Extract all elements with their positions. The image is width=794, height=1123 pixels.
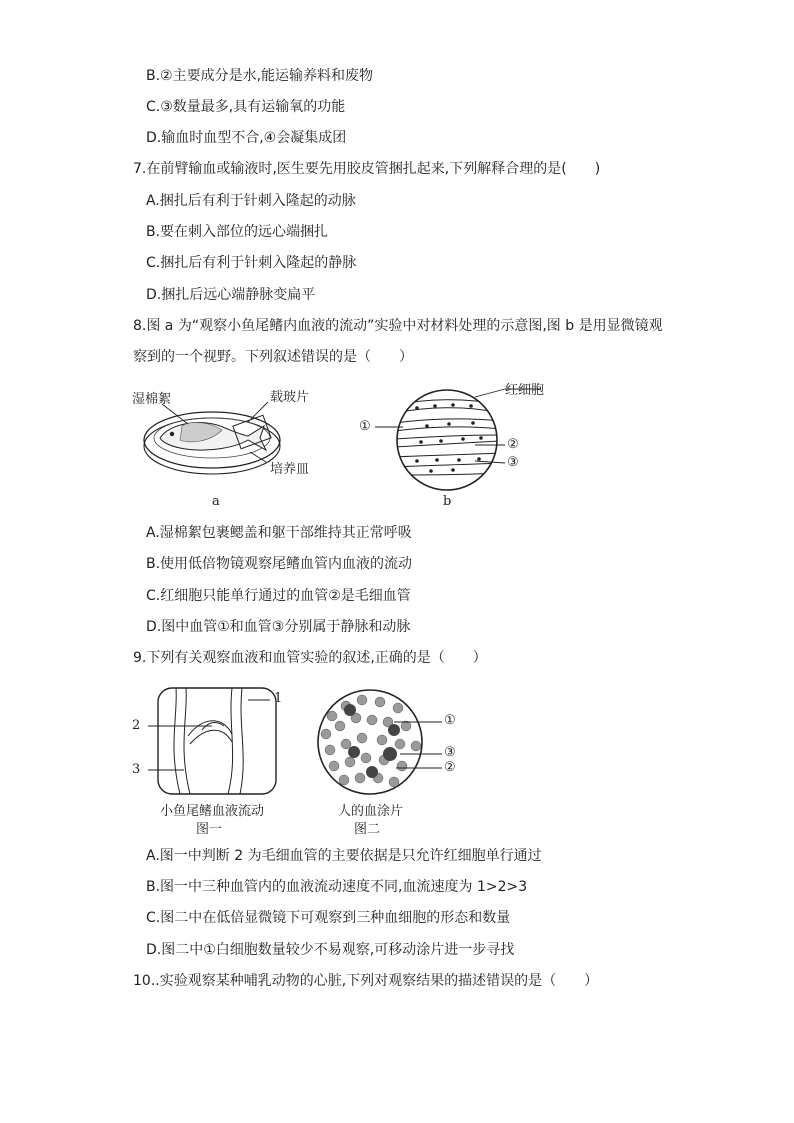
figure-1-title: 小鱼尾鳍血液流动 — [160, 804, 265, 819]
q7-option-c: C.捆扎后有利于针刺入隆起的静脉 — [146, 255, 357, 271]
q8-option-d: D.图中血管①和血管③分别属于静脉和动脉 — [146, 619, 411, 635]
blood-smear-drawing — [310, 686, 470, 798]
q6-option-c: C.③数量最多,具有运输氧的功能 — [146, 99, 346, 115]
q9-option-d: D.图二中①白细胞数量较少不易观察,可移动涂片进一步寻找 — [146, 942, 515, 958]
microscope-field-drawing — [355, 375, 595, 510]
label-red-blood-cell: 红细胞 — [505, 383, 545, 398]
q8-stem-line2: 察到的一个视野。下列叙述错误的是（ ） — [133, 349, 413, 365]
figure-b-microscope-view — [355, 375, 595, 510]
figure-a-petri-dish — [130, 380, 330, 510]
label-vessel-2: ② — [507, 437, 519, 452]
label-cell-2: ② — [444, 760, 456, 775]
q8-option-a: A.湿棉絮包裹鳃盖和躯干部维持其正常呼吸 — [146, 525, 412, 541]
caption-b: b — [443, 494, 452, 509]
q9-option-c: C.图二中在低倍显微镜下可观察到三种血细胞的形态和数量 — [146, 910, 511, 926]
q9-stem: 9.下列有关观察血液和血管实验的叙述,正确的是（ ） — [133, 650, 487, 666]
q9-option-b: B.图一中三种血管内的血液流动速度不同,血流速度为 1>2>3 — [146, 879, 528, 895]
figure-1-caption: 图一 — [196, 822, 223, 837]
q7-stem: 7.在前臂输血或输液时,医生要先用胶皮管捆扎起来,下列解释合理的是( ) — [133, 161, 601, 177]
figure-2-blood-smear — [310, 686, 470, 836]
label-vessel-1: ① — [359, 419, 371, 434]
label-petri-dish: 培养皿 — [270, 462, 310, 477]
label-vessel-3: ③ — [507, 455, 519, 470]
figure-2-caption: 图二 — [354, 822, 381, 837]
q7-option-d: D.捆扎后远心端静脉变扁平 — [146, 287, 316, 303]
q8-option-c: C.红细胞只能单行通过的血管②是毛细血管 — [146, 588, 411, 604]
label-vessel-1: 1 — [274, 691, 283, 706]
fish-tail-vessels-drawing — [128, 686, 293, 798]
q6-option-b: B.②主要成分是水,能运输养料和废物 — [146, 68, 374, 84]
label-vessel-3: 3 — [132, 762, 141, 777]
label-cell-1: ① — [444, 713, 456, 728]
q10-stem: 10..实验观察某种哺乳动物的心脏,下列对观察结果的描述错误的是（ ） — [133, 973, 599, 989]
label-vessel-2: 2 — [132, 718, 141, 733]
figure-2-title: 人的血涂片 — [338, 804, 404, 819]
label-cell-3: ③ — [444, 745, 456, 760]
caption-a: a — [212, 494, 220, 509]
q8-option-b: B.使用低倍物镜观察尾鳍血管内血液的流动 — [146, 556, 413, 572]
q8-stem-line1: 8.图 a 为“观察小鱼尾鳍内血液的流动”实验中对材料处理的示意图,图 b 是用显微镜观 — [133, 318, 663, 334]
label-wet-cotton: 湿棉絮 — [132, 392, 172, 407]
q9-option-a: A.图一中判断 2 为毛细血管的主要依据是只允许红细胞单行通过 — [146, 848, 542, 864]
q6-option-d: D.输血时血型不合,④会凝集成团 — [146, 130, 347, 146]
label-slide: 载玻片 — [270, 390, 310, 405]
q7-option-b: B.要在刺入部位的远心端捆扎 — [146, 224, 329, 240]
figure-1-fish-tail — [128, 686, 293, 836]
q7-option-a: A.捆扎后有利于针刺入隆起的动脉 — [146, 193, 356, 209]
